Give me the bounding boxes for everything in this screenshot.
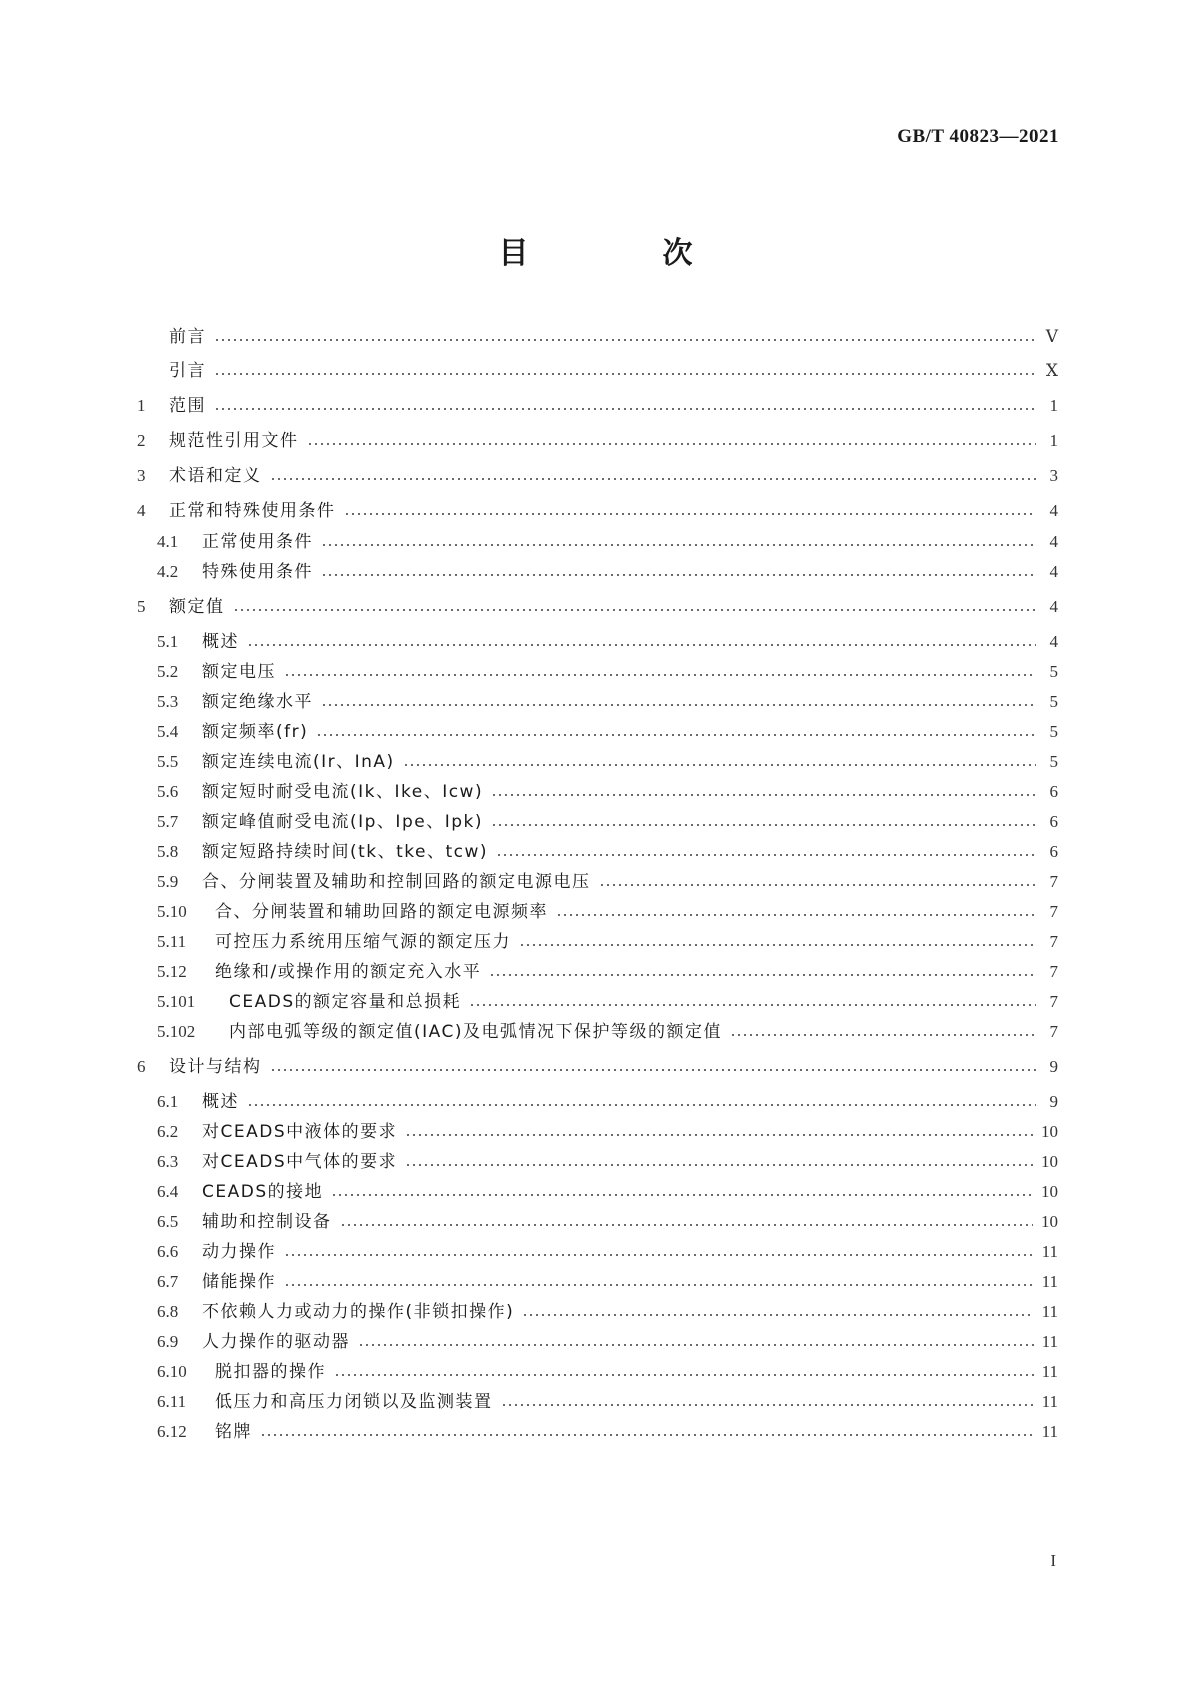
toc-entry-page: 7 — [1049, 872, 1058, 891]
toc-entry-label: 术语和定义 — [169, 466, 262, 486]
toc-entry-label: 铭牌 — [215, 1422, 252, 1442]
leader-dots — [489, 974, 1036, 976]
toc-entry-number: 6.2 — [157, 1122, 179, 1141]
toc-entry-label: 额定峰值耐受电流(Ip、Ipe、Ipk) — [202, 812, 483, 832]
standard-code: GB/T 40823—2021 — [897, 126, 1059, 147]
toc-entry-label: 额定短路持续时间(tk、tke、tcw) — [202, 842, 489, 862]
toc-entry-page: 4 — [1049, 562, 1058, 581]
toc-entry-number: 6 — [137, 1057, 146, 1076]
toc-entry-page: 11 — [1041, 1302, 1058, 1321]
toc-entry-label: 绝缘和/或操作用的额定充入水平 — [215, 962, 482, 982]
toc-entry-page: 10 — [1041, 1152, 1058, 1171]
leader-dots — [270, 1069, 1037, 1071]
toc-entry[interactable] — [137, 321, 1058, 353]
toc-entry[interactable] — [137, 1266, 1058, 1298]
toc-entry[interactable] — [137, 460, 1058, 492]
toc-entry-label: 设计与结构 — [169, 1057, 262, 1077]
toc-entry-label: 内部电弧等级的额定值(IAC)及电弧情况下保护等级的额定值 — [229, 1022, 722, 1042]
toc-entry-page: 4 — [1049, 501, 1058, 520]
leader-dots — [321, 544, 1036, 546]
toc-entry[interactable] — [137, 425, 1058, 457]
toc-entry-label: 规范性引用文件 — [169, 431, 299, 451]
toc-entry-label: 前言 — [169, 327, 206, 347]
toc-entry-label: 正常和特殊使用条件 — [169, 501, 336, 521]
leader-dots — [334, 1374, 1034, 1376]
toc-entry-label: 额定频率(fr) — [202, 722, 309, 742]
toc-entry-label: 正常使用条件 — [202, 532, 313, 552]
toc-entry-label: 合、分闸装置及辅助和控制回路的额定电源电压 — [202, 872, 591, 892]
leader-dots — [260, 1434, 1034, 1436]
toc-entry-number: 6.5 — [157, 1212, 179, 1231]
leader-dots — [358, 1344, 1034, 1346]
leader-dots — [491, 794, 1036, 796]
toc-entry-page: 9 — [1049, 1057, 1058, 1076]
toc-entry-label: 动力操作 — [202, 1242, 276, 1262]
toc-entry-page: Ⅹ — [1045, 361, 1058, 380]
leader-dots — [321, 704, 1036, 706]
toc-entry-label: CEADS的接地 — [202, 1182, 324, 1202]
toc-entry-label: 对CEADS中气体的要求 — [202, 1152, 398, 1172]
toc-entry[interactable] — [137, 926, 1058, 958]
toc-entry[interactable] — [137, 866, 1058, 898]
toc-entry-number: 5.3 — [157, 692, 179, 711]
toc-entry-page: 7 — [1049, 932, 1058, 951]
toc-entry-label: 额定绝缘水平 — [202, 692, 313, 712]
toc-entry[interactable] — [137, 1326, 1058, 1358]
toc-entry[interactable] — [137, 716, 1058, 748]
toc-entry[interactable] — [137, 1356, 1058, 1388]
toc-entry-number: 5.5 — [157, 752, 179, 771]
toc-entry-page: 11 — [1041, 1422, 1058, 1441]
toc-entry[interactable] — [137, 1051, 1058, 1083]
toc-entry[interactable] — [137, 1296, 1058, 1328]
toc-entry-number: 2 — [137, 431, 146, 450]
toc-entry-label: 引言 — [169, 361, 206, 381]
toc-entry-page: 5 — [1049, 662, 1058, 681]
leader-dots — [344, 513, 1037, 515]
toc-entry-number: 3 — [137, 466, 146, 485]
toc-entry[interactable] — [137, 1176, 1058, 1208]
leader-dots — [214, 408, 1036, 410]
toc-entry-page: Ⅴ — [1045, 327, 1058, 346]
toc-entry-page: 11 — [1041, 1332, 1058, 1351]
leader-dots — [501, 1404, 1034, 1406]
toc-entry-label: 概述 — [202, 632, 239, 652]
toc-entry-number: 6.12 — [157, 1422, 187, 1441]
leader-dots — [519, 944, 1036, 946]
leader-dots — [284, 1284, 1034, 1286]
toc-entry[interactable] — [137, 355, 1058, 387]
toc-entry-page: 6 — [1049, 842, 1058, 861]
toc-entry-number: 5.102 — [157, 1022, 196, 1041]
toc-entry[interactable] — [137, 806, 1058, 838]
toc-entry-page: 10 — [1041, 1122, 1058, 1141]
toc-entry-number: 4.1 — [157, 532, 179, 551]
toc-entry-label: 低压力和高压力闭锁以及监测装置 — [215, 1392, 493, 1412]
leader-dots — [730, 1034, 1036, 1036]
toc-entry-number: 5.12 — [157, 962, 187, 981]
toc-entry-number: 5.7 — [157, 812, 179, 831]
toc-entry-number: 5.10 — [157, 902, 187, 921]
toc-entry-page: 5 — [1049, 692, 1058, 711]
toc-entry[interactable] — [137, 896, 1058, 928]
toc-entry[interactable] — [137, 526, 1058, 558]
toc-entry-page: 4 — [1049, 632, 1058, 651]
leader-dots — [405, 1134, 1033, 1136]
leader-dots — [233, 609, 1037, 611]
toc-entry-number: 6.6 — [157, 1242, 179, 1261]
toc-entry[interactable] — [137, 556, 1058, 588]
leader-dots — [469, 1004, 1036, 1006]
toc-entry[interactable] — [137, 495, 1058, 527]
leader-dots — [403, 764, 1036, 766]
page-number: I — [1050, 1551, 1056, 1570]
toc-entry-page: 1 — [1049, 431, 1058, 450]
toc-entry-number: 5.6 — [157, 782, 179, 801]
toc-entry-label: 人力操作的驱动器 — [202, 1332, 350, 1352]
toc-entry[interactable] — [137, 1016, 1058, 1048]
toc-entry-number: 5.101 — [157, 992, 196, 1011]
toc-entry-page: 11 — [1041, 1362, 1058, 1381]
leader-dots — [247, 644, 1036, 646]
toc-entry-page: 10 — [1041, 1182, 1058, 1201]
leader-dots — [599, 884, 1037, 886]
toc-entry-page: 5 — [1049, 752, 1058, 771]
toc-entry[interactable] — [137, 1206, 1058, 1238]
toc-entry-label: 不依赖人力或动力的操作(非锁扣操作) — [202, 1302, 515, 1322]
toc-entry[interactable] — [137, 1236, 1058, 1268]
toc-entry-page: 6 — [1049, 782, 1058, 801]
leader-dots — [405, 1164, 1033, 1166]
toc-entry-number: 6.3 — [157, 1152, 179, 1171]
toc-entry[interactable] — [137, 686, 1058, 718]
toc-entry-number: 5.2 — [157, 662, 179, 681]
toc-entry-number: 5.9 — [157, 872, 179, 891]
toc-entry-page: 7 — [1049, 1022, 1058, 1041]
toc-entry-label: CEADS的额定容量和总损耗 — [229, 992, 462, 1012]
leader-dots — [340, 1224, 1034, 1226]
toc-entry-number: 6.10 — [157, 1362, 187, 1381]
toc-entry-page: 7 — [1049, 962, 1058, 981]
toc-entry-page: 5 — [1049, 722, 1058, 741]
toc-entry[interactable] — [137, 591, 1058, 623]
toc-entry-label: 对CEADS中液体的要求 — [202, 1122, 398, 1142]
leader-dots — [284, 1254, 1034, 1256]
toc-entry-number: 5 — [137, 597, 146, 616]
toc-entry-label: 合、分闸装置和辅助回路的额定电源频率 — [215, 902, 548, 922]
toc-entry-page: 7 — [1049, 992, 1058, 1011]
leader-dots — [270, 478, 1037, 480]
toc-entry-number: 6.9 — [157, 1332, 179, 1351]
leader-dots — [316, 734, 1036, 736]
toc-entry[interactable] — [137, 776, 1058, 808]
leader-dots — [321, 574, 1036, 576]
toc-entry[interactable] — [137, 390, 1058, 422]
toc-entry-number: 6.7 — [157, 1272, 179, 1291]
toc-entry-number: 5.8 — [157, 842, 179, 861]
toc-entry[interactable] — [137, 1116, 1058, 1148]
toc-entry[interactable] — [137, 986, 1058, 1018]
leader-dots — [496, 854, 1036, 856]
toc-entry-label: 范围 — [169, 396, 206, 416]
toc-entry-number: 4 — [137, 501, 146, 520]
leader-dots — [491, 824, 1036, 826]
toc-entry[interactable] — [137, 1086, 1058, 1118]
toc-entry-number: 5.4 — [157, 722, 179, 741]
toc-entry[interactable] — [137, 626, 1058, 658]
toc-entry[interactable] — [137, 956, 1058, 988]
toc-entry-label: 特殊使用条件 — [202, 562, 313, 582]
toc-entry-page: 4 — [1049, 597, 1058, 616]
toc-entry-number: 5.11 — [157, 932, 187, 951]
toc-entry-page: 9 — [1049, 1092, 1058, 1111]
toc-entry-number: 6.8 — [157, 1302, 179, 1321]
leader-dots — [214, 373, 1036, 375]
toc-entry-label: 额定短时耐受电流(Ik、Ike、Icw) — [202, 782, 484, 802]
leader-dots — [307, 443, 1037, 445]
toc-entry-page: 7 — [1049, 902, 1058, 921]
toc-entry[interactable] — [137, 656, 1058, 688]
toc-entry-number: 6.11 — [157, 1392, 187, 1411]
toc-entry-page: 6 — [1049, 812, 1058, 831]
page-title: 目 次 — [498, 236, 745, 271]
leader-dots — [331, 1194, 1033, 1196]
toc-entry[interactable] — [137, 1416, 1058, 1448]
toc-entry-number: 1 — [137, 396, 146, 415]
toc-entry-label: 可控压力系统用压缩气源的额定压力 — [215, 932, 511, 952]
leader-dots — [214, 339, 1036, 341]
leader-dots — [247, 1104, 1036, 1106]
toc-entry[interactable] — [137, 746, 1058, 778]
leader-dots — [522, 1314, 1033, 1316]
toc-entry-page: 11 — [1041, 1392, 1058, 1411]
toc-entry[interactable] — [137, 1146, 1058, 1178]
toc-entry-number: 4.2 — [157, 562, 179, 581]
toc-entry-page: 11 — [1041, 1242, 1058, 1261]
toc-entry-label: 脱扣器的操作 — [215, 1362, 326, 1382]
leader-dots — [284, 674, 1036, 676]
toc-entry[interactable] — [137, 836, 1058, 868]
toc-entry-page: 10 — [1041, 1212, 1058, 1231]
toc-entry-label: 额定值 — [169, 597, 225, 617]
toc-entry-label: 概述 — [202, 1092, 239, 1112]
toc-entry-number: 6.4 — [157, 1182, 179, 1201]
toc-entry-page: 1 — [1049, 396, 1058, 415]
toc-entry-number: 5.1 — [157, 632, 179, 651]
toc-entry-page: 3 — [1049, 466, 1058, 485]
toc-entry-page: 4 — [1049, 532, 1058, 551]
toc-entry[interactable] — [137, 1386, 1058, 1418]
toc-entry-label: 额定连续电流(Ir、InA) — [202, 752, 395, 772]
toc-entry-label: 额定电压 — [202, 662, 276, 682]
toc-entry-number: 6.1 — [157, 1092, 179, 1111]
leader-dots — [556, 914, 1036, 916]
toc-entry-page: 11 — [1041, 1272, 1058, 1291]
toc-entry-label: 辅助和控制设备 — [202, 1212, 332, 1232]
toc-entry-label: 储能操作 — [202, 1272, 276, 1292]
